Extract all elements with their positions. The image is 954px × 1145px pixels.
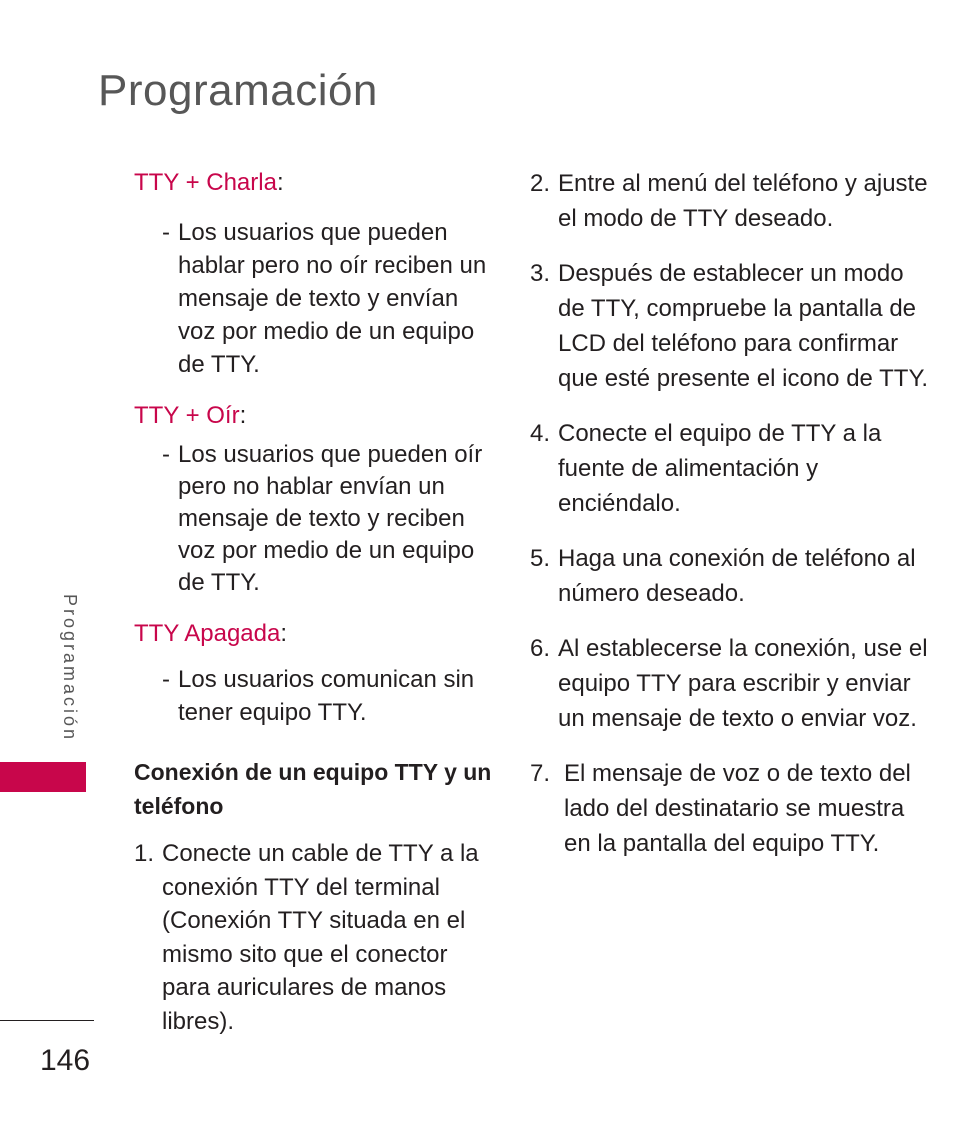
step-number: 1. <box>134 840 155 867</box>
bullet-text: Los usuarios que pueden oír pero no hablar envían un mensaje de texto y reciben voz por medio de un equipo de TTY. <box>178 441 483 596</box>
step-item <box>530 416 930 521</box>
step-number: 5. <box>530 545 551 572</box>
step-item <box>134 837 494 1038</box>
bullet-dash: - <box>162 219 170 246</box>
step-text: Conecte el equipo de TTY a la fuente de alimentación y enciéndalo. <box>558 420 882 517</box>
heading-colon: : <box>239 402 247 429</box>
step-text: Después de establecer un modo de TTY, compruebe la pantalla de LCD del teléfono para confirmar que esté presente el icono de TTY. <box>558 260 929 392</box>
section-heading-tty-charla <box>134 166 494 200</box>
bullet-text: Los usuarios que pueden hablar pero no oír reciben un mensaje de texto y envían voz por medio de un equipo de TTY. <box>178 219 487 378</box>
section-heading-label: TTY Apagada <box>134 620 281 647</box>
bullet-dash: - <box>162 441 170 468</box>
right-column <box>530 166 930 861</box>
step-number: 7. <box>530 760 551 787</box>
left-column <box>134 166 494 1038</box>
bullet-text: Los usuarios comunican sin tener equipo TTY. <box>178 666 475 726</box>
step-item <box>530 166 930 236</box>
step-item <box>530 541 930 611</box>
section-heading-tty-oir <box>134 399 494 433</box>
step-text: El mensaje de voz o de texto del lado del destinatario se muestra en la pantalla del equipo TTY. <box>564 760 911 857</box>
heading-colon: : <box>280 620 288 647</box>
section-heading-tty-apagada <box>134 617 494 651</box>
step-item <box>530 756 930 861</box>
section-heading-label: TTY + Charla <box>134 169 277 196</box>
bullet-item <box>162 439 494 599</box>
page-number: 146 <box>40 1044 91 1077</box>
page-title: Programación <box>98 66 378 115</box>
bullet-item <box>162 216 494 381</box>
step-text: Entre al menú del teléfono y ajuste el modo de TTY deseado. <box>558 170 928 232</box>
section-heading-label: TTY + Oír <box>134 402 240 429</box>
step-number: 4. <box>530 420 551 447</box>
step-number: 6. <box>530 635 551 662</box>
step-text: Conecte un cable de TTY a la conexión TTY del terminal (Conexión TTY situada en el mismo sito que el conector para auriculares de manos libres). <box>162 840 479 1035</box>
step-text: Al establecerse la conexión, use el equipo TTY para escribir y enviar un mensaje de texto o enviar voz. <box>558 635 928 732</box>
side-tab-label: Programación <box>60 594 80 743</box>
footer-rule <box>0 1020 94 1021</box>
side-tab-marker <box>0 762 86 792</box>
step-item <box>530 256 930 396</box>
step-item <box>530 631 930 736</box>
bullet-item <box>162 663 494 729</box>
step-number: 3. <box>530 260 551 287</box>
heading-colon: : <box>276 169 284 196</box>
step-text: Haga una conexión de teléfono al número deseado. <box>558 545 916 607</box>
step-number: 2. <box>530 170 551 197</box>
bullet-dash: - <box>162 666 170 693</box>
subheading: Conexión de un equipo TTY y un teléfono <box>134 759 492 819</box>
